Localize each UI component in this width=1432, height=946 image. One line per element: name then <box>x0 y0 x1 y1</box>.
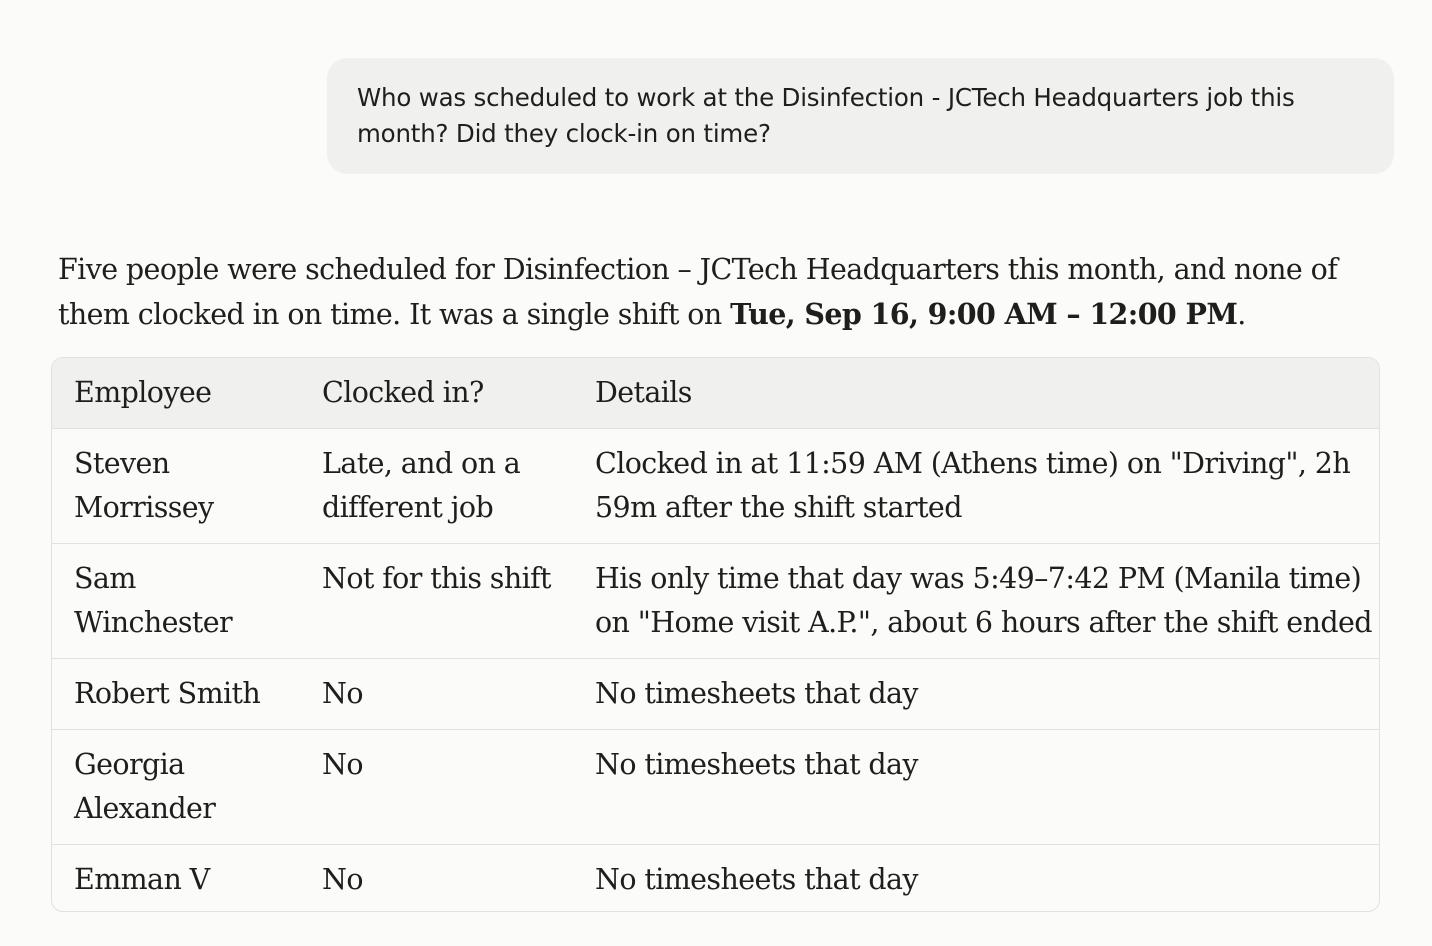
table-row <box>52 428 1379 543</box>
answer-shift-time: Tue, Sep 16, 9:00 AM – 12:00 PM <box>730 297 1238 331</box>
cell-clocked-in: No <box>300 658 573 729</box>
header-clocked-in: Clocked in? <box>322 375 484 409</box>
assistant-answer-paragraph <box>58 248 1358 337</box>
cell-employee: Robert Smith <box>52 658 300 729</box>
answer-intro: Five people were scheduled for Disinfection – JCTech Headquarters this month, and none of them clocked in on time. It was a single shift on <box>58 253 1338 331</box>
table-row <box>52 658 1379 729</box>
table-row <box>52 844 1379 912</box>
cell-clocked-in: Late, and on a different job <box>300 428 573 543</box>
cell-details: No timesheets that day <box>573 658 1379 729</box>
cell-details: Clocked in at 11:59 AM (Athens time) on "Driving", 2h 59m after the shift started <box>573 428 1379 543</box>
schedule-table-container <box>51 357 1380 912</box>
cell-employee: Emman V <box>52 844 300 912</box>
table-header-row <box>52 358 1379 428</box>
cell-details: No timesheets that day <box>573 844 1379 912</box>
cell-employee: Georgia Alexander <box>52 729 300 844</box>
cell-clocked-in: Not for this shift <box>300 543 573 658</box>
user-message-bubble <box>327 58 1394 174</box>
cell-clocked-in: No <box>300 729 573 844</box>
cell-details: No timesheets that day <box>573 729 1379 844</box>
cell-clocked-in: No <box>300 844 573 912</box>
cell-employee: Sam Winchester <box>52 543 300 658</box>
cell-employee: Steven Morrissey <box>52 428 300 543</box>
header-details: Details <box>595 375 692 409</box>
header-employee: Employee <box>74 375 212 409</box>
table-row <box>52 543 1379 658</box>
table-row <box>52 729 1379 844</box>
answer-end: . <box>1237 298 1246 331</box>
schedule-table <box>52 358 1379 912</box>
user-message-text: Who was scheduled to work at the Disinfection - JCTech Headquarters job this month? Did they clock-in on time? <box>357 83 1295 148</box>
cell-details: His only time that day was 5:49–7:42 PM (Manila time) on "Home visit A.P.", about 6 hours after the shift ended <box>573 543 1379 658</box>
